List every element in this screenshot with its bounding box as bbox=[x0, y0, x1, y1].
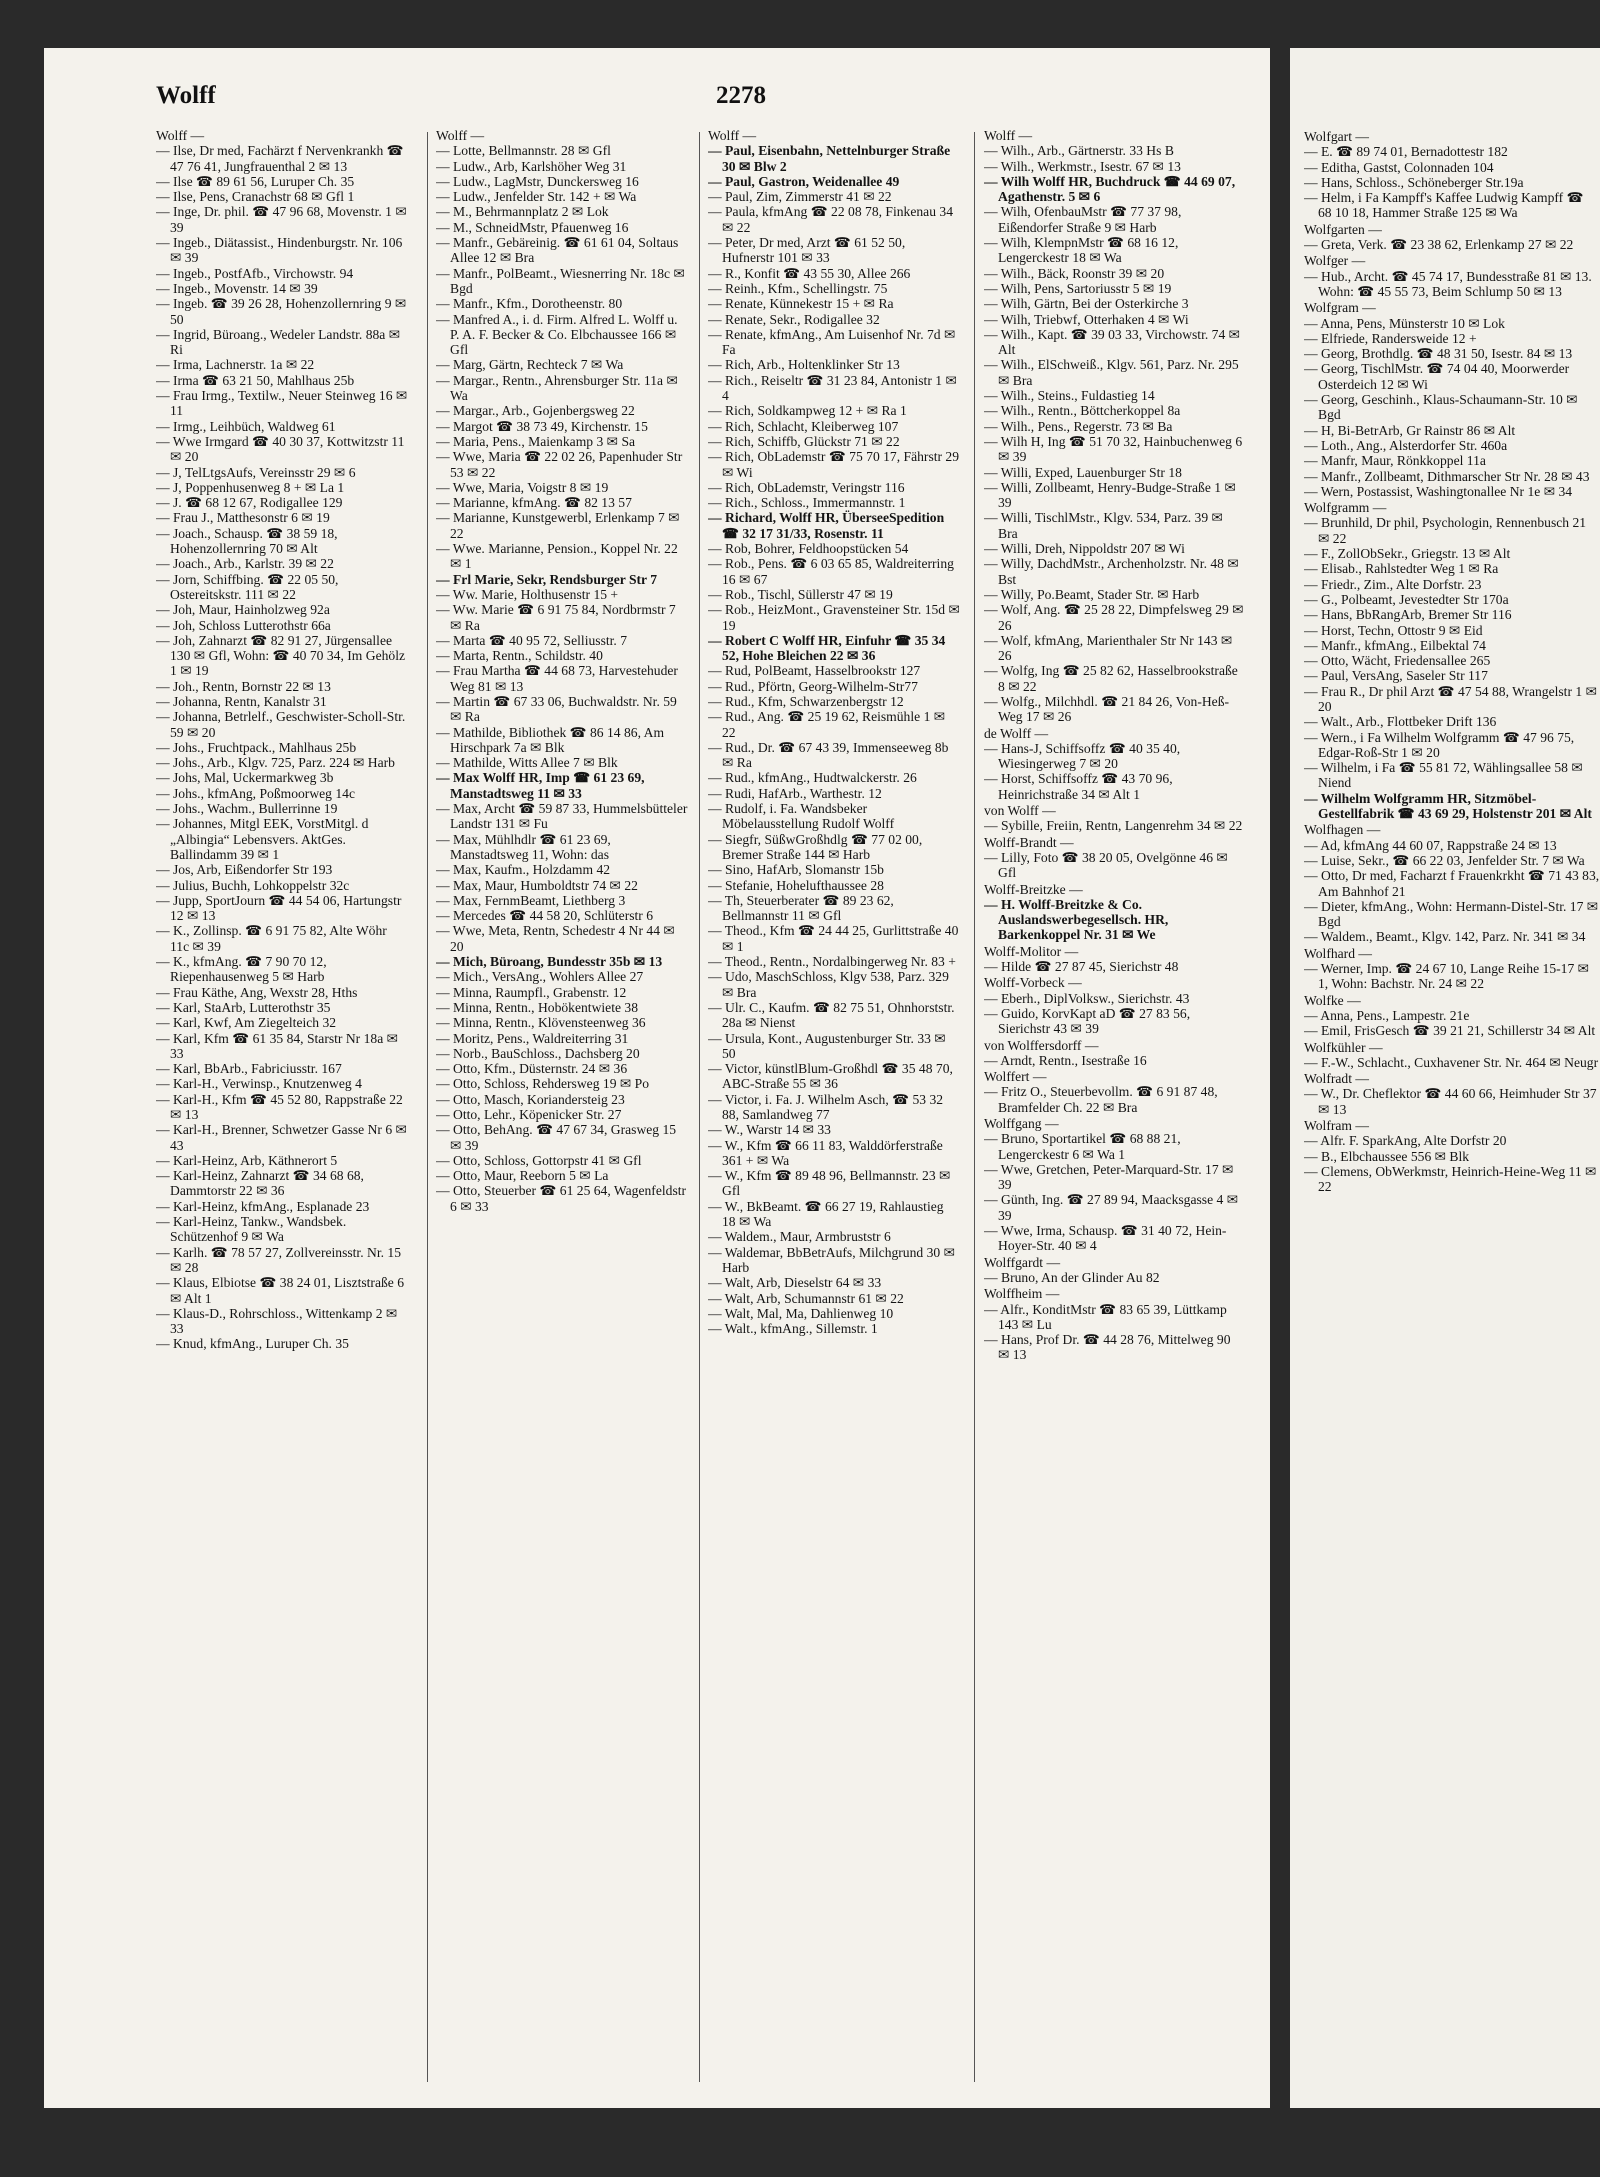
directory-entry: — Hans, Prof Dr. ☎ 44 28 76, Mittelweg 90 ✉ 13 bbox=[984, 1332, 1244, 1363]
directory-entry: — Walt., kfmAng., Sillemstr. 1 bbox=[708, 1321, 960, 1336]
directory-entry: — Ingeb. ☎ 39 26 28, Hohenzollernring 9 ✉ 50 bbox=[156, 296, 408, 327]
directory-entry: — Margar., Arb., Gojenbergsweg 22 bbox=[436, 403, 688, 418]
directory-entry: — Wilh H, Ing ☎ 51 70 32, Hainbuchenweg 6 ✉ 39 bbox=[984, 434, 1244, 465]
directory-entry: — Martin ☎ 67 33 06, Buchwaldstr. Nr. 59 ✉ Ra bbox=[436, 694, 688, 725]
section-heading: Wolfgart — bbox=[1304, 129, 1369, 144]
column-2 bbox=[436, 128, 688, 2088]
directory-entry: — Willy, DachdMstr., Archenholzstr. Nr. 48 ✉ Bst bbox=[984, 556, 1244, 587]
directory-entry: — Otto, Kfm., Düsternstr. 24 ✉ 36 bbox=[436, 1061, 688, 1076]
directory-entry: — Emil, FrisGesch ☎ 39 21 21, Schillerstr 34 ✉ Alt bbox=[1304, 1023, 1600, 1038]
directory-entry: — Anna, Pens, Münsterstr 10 ✉ Lok bbox=[1304, 316, 1600, 331]
directory-entry: — Bruno, Sportartikel ☎ 68 88 21, Lengerckestr 6 ✉ Wa 1 bbox=[984, 1131, 1244, 1162]
directory-entry: — Ad, kfmAng 44 60 07, Rappstraße 24 ✉ 13 bbox=[1304, 838, 1600, 853]
directory-entry: — Karl, Kfm ☎ 61 35 84, Starstr Nr 18a ✉ 33 bbox=[156, 1031, 408, 1062]
directory-entry: — Ingeb., Diätassist., Hindenburgstr. Nr. 106 ✉ 39 bbox=[156, 235, 408, 266]
directory-entry: — Walt., Arb., Flottbeker Drift 136 bbox=[1304, 714, 1600, 729]
directory-entry: — Otto, BehAng. ☎ 47 67 34, Grasweg 15 ✉ 39 bbox=[436, 1122, 688, 1153]
section-heading: Wolffert — bbox=[984, 1069, 1047, 1085]
directory-entry: — Max, Mühlhdlr ☎ 61 23 69, Manstadtsweg 11, Wohn: das bbox=[436, 832, 688, 863]
directory-entry: — Karl-Heinz, Arb, Käthnerort 5 bbox=[156, 1153, 408, 1168]
section-heading: Wolfhard — bbox=[1304, 945, 1372, 961]
directory-entry: — Moritz, Pens., Waldreiterring 31 bbox=[436, 1031, 688, 1046]
directory-entry: — Johannes, Mitgl EEK, VorstMitgl. d „Albingia“ Lebensvers. AktGes. Ballindamm 39 ✉ 1 bbox=[156, 816, 408, 862]
directory-entry: — Wwe. Marianne, Pension., Koppel Nr. 22 ✉ 1 bbox=[436, 541, 688, 572]
directory-entry: — Ww. Marie ☎ 6 91 75 84, Nordbrmstr 7 ✉ Ra bbox=[436, 602, 688, 633]
directory-entry: — Rich., Reiseltr ☎ 31 23 84, Antonistr 1 ✉ 4 bbox=[708, 373, 960, 404]
directory-entry: — Wwe, Irma, Schausp. ☎ 31 40 72, Hein-Hoyer-Str. 40 ✉ 4 bbox=[984, 1223, 1244, 1254]
directory-entry: — E. ☎ 89 74 01, Bernadottestr 182 bbox=[1304, 144, 1600, 159]
directory-entry: — Rich, Soldkampweg 12 + ✉ Ra 1 bbox=[708, 403, 960, 418]
directory-entry: — Dieter, kfmAng., Wohn: Hermann-Distel-Str. 17 ✉ Bgd bbox=[1304, 899, 1600, 930]
section-heading: Wolff-Molitor — bbox=[984, 943, 1079, 959]
directory-entry: — Stefanie, Hohelufthaussee 28 bbox=[708, 878, 960, 893]
directory-entry: — Karlh. ☎ 78 57 27, Zollvereinsstr. Nr. 15 ✉ 28 bbox=[156, 1245, 408, 1276]
directory-entry: — Wilh, Triebwf, Otterhaken 4 ✉ Wi bbox=[984, 312, 1244, 327]
directory-entry: — K., Zollinsp. ☎ 6 91 75 82, Alte Wöhr 11c ✉ 39 bbox=[156, 923, 408, 954]
directory-entry: — Ingrid, Büroang., Wedeler Landstr. 88a ✉ Ri bbox=[156, 327, 408, 358]
directory-entry: — Ulr. C., Kaufm. ☎ 82 75 51, Ohnhorststr. 28a ✉ Nienst bbox=[708, 1000, 960, 1031]
section-heading: Wolffgang — bbox=[984, 1116, 1059, 1131]
section-heading: de Wolff — bbox=[984, 725, 1049, 741]
column-rule bbox=[427, 132, 428, 2082]
directory-entry: — Margar., Rentn., Ahrensburger Str. 11a ✉ Wa bbox=[436, 373, 688, 404]
section-heading: Wolfger — bbox=[1304, 253, 1366, 269]
directory-entry: — Rud., Dr. ☎ 67 43 39, Immenseeweg 8b ✉ Ra bbox=[708, 740, 960, 771]
directory-entry: — Walt, Mal, Ma, Dahlienweg 10 bbox=[708, 1306, 960, 1321]
directory-entry: — Wilh., ElSchweiß., Klgv. 561, Parz. Nr. 295 ✉ Bra bbox=[984, 357, 1244, 388]
directory-entry: — Wilh, Pens, Sartoriusstr 5 ✉ 19 bbox=[984, 281, 1244, 296]
directory-entry: — W., Dr. Cheflektor ☎ 44 60 66, Heimhuder Str 37 ✉ 13 bbox=[1304, 1086, 1600, 1117]
directory-entry: — Werner, Imp. ☎ 24 67 10, Lange Reihe 15-17 ✉ 1, Wohn: Bachstr. Nr. 24 ✉ 22 bbox=[1304, 961, 1600, 992]
directory-entry: — Karl-Heinz, Zahnarzt ☎ 34 68 68, Dammtorstr 22 ✉ 36 bbox=[156, 1168, 408, 1199]
directory-entry: — Otto, Schloss, Gottorpstr 41 ✉ Gfl bbox=[436, 1153, 688, 1168]
directory-entry: — Wilhelm Wolfgramm HR, Sitzmöbel-Gestellfabrik ☎ 43 69 29, Holstenstr 201 ✉ Alt bbox=[1304, 791, 1600, 822]
directory-entry: — Paul, VersAng, Saseler Str 117 bbox=[1304, 668, 1600, 683]
directory-entry: — Ludw., Arb, Karlshöher Weg 31 bbox=[436, 159, 688, 174]
directory-entry: — Helm, i Fa Kampff's Kaffee Ludwig Kampff ☎ 68 10 18, Hammer Straße 125 ✉ Wa bbox=[1304, 190, 1600, 221]
directory-entry: — J, TelLtgsAufs, Vereinsstr 29 ✉ 6 bbox=[156, 465, 408, 480]
directory-entry: — Irmg., Leihbüch, Waldweg 61 bbox=[156, 419, 408, 434]
directory-entry: — Renate, kfmAng., Am Luisenhof Nr. 7d ✉ Fa bbox=[708, 327, 960, 358]
directory-entry: — Manfr, Maur, Rönkkoppel 11a bbox=[1304, 453, 1600, 468]
directory-entry: — Maria, Pens., Maienkamp 3 ✉ Sa bbox=[436, 434, 688, 449]
directory-entry: — M., Behrmannplatz 2 ✉ Lok bbox=[436, 204, 688, 219]
directory-entry: — Otto, Maur, Reeborn 5 ✉ La bbox=[436, 1168, 688, 1183]
section-heading: von Wolffersdorff — bbox=[984, 1037, 1099, 1053]
directory-entry: — Otto, Masch, Koriandersteig 23 bbox=[436, 1092, 688, 1107]
directory-entry: — Elfriede, Randersweide 12 + bbox=[1304, 331, 1600, 346]
directory-page bbox=[44, 48, 1270, 2108]
directory-entry: — Wilhelm, i Fa ☎ 55 81 72, Wählingsallee 58 ✉ Niend bbox=[1304, 760, 1600, 791]
directory-entry: — Joh, Zahnarzt ☎ 82 91 27, Jürgensallee 130 ✉ Gfl, Wohn: ☎ 40 70 34, Im Gehölz 1 ✉ 19 bbox=[156, 633, 408, 679]
directory-entry: — Paul, Eisenbahn, Nettelnburger Straße 30 ✉ Blw 2 bbox=[708, 143, 960, 174]
directory-entry: — Jupp, SportJourn ☎ 44 54 06, Hartungstr 12 ✉ 13 bbox=[156, 893, 408, 924]
directory-entry: — Wilh, Gärtn, Bei der Osterkirche 3 bbox=[984, 296, 1244, 311]
section-heading: von Wolff — bbox=[984, 803, 1056, 819]
directory-entry: — Mathilde, Witts Allee 7 ✉ Blk bbox=[436, 755, 688, 770]
column-heading: Wolff — bbox=[436, 128, 485, 143]
directory-entry: — Th, Steuerberater ☎ 89 23 62, Bellmannstr 11 ✉ Gfl bbox=[708, 893, 960, 924]
directory-entry: — Georg, Brothdlg. ☎ 48 31 50, Isestr. 84 ✉ 13 bbox=[1304, 346, 1600, 361]
section-heading: Wolff-Breitzke — bbox=[984, 881, 1083, 897]
directory-entry: — Bruno, An der Glinder Au 82 bbox=[984, 1270, 1244, 1285]
directory-entry: — Otto, Schloss, Rehdersweg 19 ✉ Po bbox=[436, 1076, 688, 1091]
directory-entry: — Inge, Dr. phil. ☎ 47 96 68, Movenstr. 1 ✉ 39 bbox=[156, 204, 408, 235]
directory-entry: — Irma ☎ 63 21 50, Mahlhaus 25b bbox=[156, 373, 408, 388]
directory-entry: — Rob., HeizMont., Gravensteiner Str. 15d ✉ 19 bbox=[708, 602, 960, 633]
facing-page-fragment bbox=[1290, 48, 1600, 2108]
column-rule bbox=[699, 132, 700, 2082]
directory-entry: — Walt, Arb, Dieselstr 64 ✉ 33 bbox=[708, 1275, 960, 1290]
directory-entry: — Fritz O., Steuerbevollm. ☎ 6 91 87 48, Bramfelder Ch. 22 ✉ Bra bbox=[984, 1084, 1244, 1115]
directory-entry: — Horst, Techn, Ottostr 9 ✉ Eid bbox=[1304, 623, 1600, 638]
directory-entry: — Lilly, Foto ☎ 38 20 05, Ovelgönne 46 ✉ Gfl bbox=[984, 850, 1244, 881]
directory-entry: — Willi, TischlMstr., Klgv. 534, Parz. 39 ✉ Bra bbox=[984, 510, 1244, 541]
directory-entry: — Waldem., Beamt., Klgv. 142, Parz. Nr. 341 ✉ 34 bbox=[1304, 929, 1600, 944]
directory-entry: — Wern., i Fa Wilhelm Wolfgramm ☎ 47 96 75, Edgar-Roß-Str 1 ✉ 20 bbox=[1304, 730, 1600, 761]
section-heading: Wolfkühler — bbox=[1304, 1039, 1383, 1055]
directory-entry: — Rudolf, i. Fa. Wandsbeker Möbelausstellung Rudolf Wolff bbox=[708, 801, 960, 832]
directory-entry: — Lotte, Bellmannstr. 28 ✉ Gfl bbox=[436, 143, 688, 158]
directory-entry: — Willi, Zollbeamt, Henry-Budge-Straße 1 ✉ 39 bbox=[984, 480, 1244, 511]
directory-entry: — Wwe, Maria, Voigstr 8 ✉ 19 bbox=[436, 480, 688, 495]
directory-entry: — Ilse, Pens, Cranachstr 68 ✉ Gfl 1 bbox=[156, 189, 408, 204]
directory-entry: — Ilse ☎ 89 61 56, Luruper Ch. 35 bbox=[156, 174, 408, 189]
directory-entry: — Wwe, Meta, Rentn, Schedestr 4 Nr 44 ✉ 20 bbox=[436, 923, 688, 954]
directory-entry: — Marianne, Kunstgewerbl, Erlenkamp 7 ✉ 22 bbox=[436, 510, 688, 541]
directory-entry: — Joach., Schausp. ☎ 38 59 18, Hohenzollernring 70 ✉ Alt bbox=[156, 526, 408, 557]
directory-entry: — Theod., Rentn., Nordalbingerweg Nr. 83 + bbox=[708, 954, 960, 969]
section-heading: Wolfgarten — bbox=[1304, 221, 1382, 237]
directory-entry: — Siegfr, SüßwGroßhdlg ☎ 77 02 00, Bremer Straße 144 ✉ Harb bbox=[708, 832, 960, 863]
directory-entry: — Willi, Exped, Lauenburger Str 18 bbox=[984, 465, 1244, 480]
directory-entry: — Robert C Wolff HR, Einfuhr ☎ 35 34 52, Hohe Bleichen 22 ✉ 36 bbox=[708, 633, 960, 664]
directory-entry: — Rud., Kfm, Schwarzenbergstr 12 bbox=[708, 694, 960, 709]
directory-entry: — Wilh., Rentn., Böttcherkoppel 8a bbox=[984, 403, 1244, 418]
directory-entry: — Hans, Schloss., Schöneberger Str.19a bbox=[1304, 175, 1600, 190]
directory-entry: — Rud., Ang. ☎ 25 19 62, Reismühle 1 ✉ 22 bbox=[708, 709, 960, 740]
directory-entry: — Karl, BbArb., Fabriciusstr. 167 bbox=[156, 1061, 408, 1076]
column-rule bbox=[974, 132, 975, 2082]
column-1 bbox=[156, 128, 408, 2088]
directory-entry: — Wwe, Maria ☎ 22 02 26, Papenhuder Str 53 ✉ 22 bbox=[436, 449, 688, 480]
directory-entry: — Rudi, HafArb., Warthestr. 12 bbox=[708, 786, 960, 801]
column-heading: Wolff — bbox=[708, 128, 757, 143]
directory-entry: — Georg, TischlMstr. ☎ 74 04 40, Moorwerder Osterdeich 12 ✉ Wi bbox=[1304, 361, 1600, 392]
directory-entry: — Rob, Bohrer, Feldhoopstücken 54 bbox=[708, 541, 960, 556]
directory-entry: — Manfr., kfmAng., Eilbektal 74 bbox=[1304, 638, 1600, 653]
directory-entry: — Hans, BbRangArb, Bremer Str 116 bbox=[1304, 607, 1600, 622]
directory-entry: — Wilh., Pens., Regerstr. 73 ✉ Ba bbox=[984, 419, 1244, 434]
directory-entry: — Wwe, Gretchen, Peter-Marquard-Str. 17 ✉ 39 bbox=[984, 1162, 1244, 1193]
directory-entry: — Paula, kfmAng ☎ 22 08 78, Finkenau 34 ✉ 22 bbox=[708, 204, 960, 235]
directory-entry: — Karl, Kwf, Am Ziegelteich 32 bbox=[156, 1015, 408, 1030]
header-surname: Wolff bbox=[156, 82, 216, 109]
directory-entry: — Wolf, kfmAng, Marienthaler Str Nr 143 ✉ 26 bbox=[984, 633, 1244, 664]
directory-entry: — H. Wolff-Breitzke & Co. Auslandswerbegesellsch. HR, Barkenkoppel Nr. 31 ✉ We bbox=[984, 897, 1244, 943]
directory-entry: — Clemens, ObWerkmstr, Heinrich-Heine-Weg 11 ✉ 22 bbox=[1304, 1164, 1600, 1195]
directory-entry: — Ludw., LagMstr, Dunckersweg 16 bbox=[436, 174, 688, 189]
directory-entry: — Frau Martha ☎ 44 68 73, Harvestehuder Weg 81 ✉ 13 bbox=[436, 663, 688, 694]
directory-entry: — Editha, Gastst, Colonnaden 104 bbox=[1304, 160, 1600, 175]
directory-entry: — Victor, i. Fa. J. Wilhelm Asch, ☎ 53 32 88, Samlandweg 77 bbox=[708, 1092, 960, 1123]
directory-entry: — Max, FernmBeamt, Liethberg 3 bbox=[436, 893, 688, 908]
directory-entry: — R., Konfit ☎ 43 55 30, Allee 266 bbox=[708, 266, 960, 281]
directory-entry: — Alfr. F. SparkAng, Alte Dorfstr 20 bbox=[1304, 1133, 1600, 1148]
directory-entry: — Wwe Irmgard ☎ 40 30 37, Kottwitzstr 11 ✉ 20 bbox=[156, 434, 408, 465]
directory-entry: — Irma, Lachnerstr. 1a ✉ 22 bbox=[156, 357, 408, 372]
directory-entry: — F.-W., Schlacht., Cuxhavener Str. Nr. 464 ✉ Neugr bbox=[1304, 1055, 1600, 1070]
directory-entry: — Manfr., Zollbeamt, Dithmarscher Str Nr. 28 ✉ 43 bbox=[1304, 469, 1600, 484]
directory-entry: — Rud., kfmAng., Hudtwalckerstr. 26 bbox=[708, 770, 960, 785]
directory-entry: — Joh., Rentn, Bornstr 22 ✉ 13 bbox=[156, 679, 408, 694]
directory-entry: — Frau R., Dr phil Arzt ☎ 47 54 88, Wrangelstr 1 ✉ 20 bbox=[1304, 684, 1600, 715]
directory-entry: — Karl-Heinz, kfmAng., Esplanade 23 bbox=[156, 1199, 408, 1214]
directory-entry: — Wilh., Kapt. ☎ 39 03 33, Virchowstr. 74 ✉ Alt bbox=[984, 327, 1244, 358]
directory-entry: — Otto, Lehr., Köpenicker Str. 27 bbox=[436, 1107, 688, 1122]
directory-entry: — Rich, ObLademstr, Veringstr 116 bbox=[708, 480, 960, 495]
directory-entry: — Marg, Gärtn, Rechteck 7 ✉ Wa bbox=[436, 357, 688, 372]
directory-entry: — Ursula, Kont., Augustenburger Str. 33 ✉ 50 bbox=[708, 1031, 960, 1062]
directory-entry: — Eberh., DiplVolksw., Sierichstr. 43 bbox=[984, 991, 1244, 1006]
directory-entry: — Sino, HafArb, Slomanstr 15b bbox=[708, 862, 960, 877]
directory-entry: — Ww. Marie, Holthusenstr 15 + bbox=[436, 587, 688, 602]
directory-entry: — J, Poppenhusenweg 8 + ✉ La 1 bbox=[156, 480, 408, 495]
directory-entry: — Klaus, Elbiotse ☎ 38 24 01, Lisztstraße 6 ✉ Alt 1 bbox=[156, 1275, 408, 1306]
directory-entry: — Manfred A., i. d. Firm. Alfred L. Wolff u. P. A. F. Becker & Co. Elbchaussee 166 ✉ Gfl bbox=[436, 312, 688, 358]
directory-entry: — Loth., Ang., Alsterdorfer Str. 460a bbox=[1304, 438, 1600, 453]
directory-entry: — Friedr., Zim., Alte Dorfstr. 23 bbox=[1304, 577, 1600, 592]
directory-entry: — Marianne, kfmAng. ☎ 82 13 57 bbox=[436, 495, 688, 510]
directory-entry: — Norb., BauSchloss., Dachsberg 20 bbox=[436, 1046, 688, 1061]
directory-entry: — Minna, Rentn., Hobökentwiete 38 bbox=[436, 1000, 688, 1015]
directory-entry: — Rich, ObLademstr ☎ 75 70 17, Fährstr 29 ✉ Wi bbox=[708, 449, 960, 480]
directory-entry: — Peter, Dr med, Arzt ☎ 61 52 50, Hufnerstr 101 ✉ 33 bbox=[708, 235, 960, 266]
directory-entry: — Horst, Schiffsoffz ☎ 43 70 96, Heinrichstraße 34 ✉ Alt 1 bbox=[984, 771, 1244, 802]
directory-entry: — Johanna, Rentn, Kanalstr 31 bbox=[156, 694, 408, 709]
directory-entry: — Greta, Verk. ☎ 23 38 62, Erlenkamp 27 ✉ 22 bbox=[1304, 237, 1600, 252]
directory-entry: — Paul, Zim, Zimmerstr 41 ✉ 22 bbox=[708, 189, 960, 204]
directory-entry: — Wilh, KlempnMstr ☎ 68 16 12, Lengerckestr 18 ✉ Wa bbox=[984, 235, 1244, 266]
directory-entry: — Mich, Büroang, Bundesstr 35b ✉ 13 bbox=[436, 954, 688, 969]
page-number: 2278 bbox=[716, 82, 766, 109]
section-heading: Wolfhagen — bbox=[1304, 822, 1381, 838]
directory-entry: — Wilh., Werkmstr., Isestr. 67 ✉ 13 bbox=[984, 159, 1244, 174]
section-heading: Wolfke — bbox=[1304, 992, 1361, 1008]
directory-entry: — Ludw., Jenfelder Str. 142 + ✉ Wa bbox=[436, 189, 688, 204]
directory-entry: — Anna, Pens., Lampestr. 21e bbox=[1304, 1008, 1600, 1023]
directory-entry: — Manfr., PolBeamt., Wiesnerring Nr. 18c ✉ Bgd bbox=[436, 266, 688, 297]
directory-entry: — Karl-H., Brenner, Schwetzer Gasse Nr 6 ✉ 43 bbox=[156, 1122, 408, 1153]
directory-entry: — Georg, Geschinh., Klaus-Schaumann-Str. 10 ✉ Bgd bbox=[1304, 392, 1600, 423]
directory-entry: — Guido, KorvKapt aD ☎ 27 83 56, Sierichstr 43 ✉ 39 bbox=[984, 1006, 1244, 1037]
directory-entry: — G., Polbeamt, Jevestedter Str 170a bbox=[1304, 592, 1600, 607]
directory-entry: — Marta ☎ 40 95 72, Selliusstr. 7 bbox=[436, 633, 688, 648]
section-heading: Wolffgardt — bbox=[984, 1254, 1061, 1270]
directory-entry: — Johs., Arb., Klgv. 725, Parz. 224 ✉ Harb bbox=[156, 755, 408, 770]
directory-entry: — Mathilde, Bibliothek ☎ 86 14 86, Am Hirschpark 7a ✉ Blk bbox=[436, 725, 688, 756]
directory-entry: — Margot ☎ 38 73 49, Kirchenstr. 15 bbox=[436, 419, 688, 434]
directory-entry: — K., kfmAng. ☎ 7 90 70 12, Riepenhausenweg 5 ✉ Harb bbox=[156, 954, 408, 985]
column-5 bbox=[1304, 128, 1600, 2088]
directory-entry: — Paul, Gastron, Weidenallee 49 bbox=[708, 174, 960, 189]
directory-entry: — Wolf, Ang. ☎ 25 28 22, Dimpfelsweg 29 ✉ 26 bbox=[984, 602, 1244, 633]
directory-entry: — Otto, Wächt, Friedensallee 265 bbox=[1304, 653, 1600, 668]
directory-entry: — Johs., kfmAng, Poßmoorweg 14c bbox=[156, 786, 408, 801]
directory-entry: — Jorn, Schiffbing. ☎ 22 05 50, Ostereitskstr. 111 ✉ 22 bbox=[156, 572, 408, 603]
directory-entry: — M., SchneidMstr, Pfauenweg 16 bbox=[436, 220, 688, 235]
directory-entry: — Udo, MaschSchloss, Klgv 538, Parz. 329 ✉ Bra bbox=[708, 969, 960, 1000]
directory-entry: — Brunhild, Dr phil, Psychologin, Rennenbusch 21 ✉ 22 bbox=[1304, 515, 1600, 546]
directory-entry: — Hub., Archt. ☎ 45 74 17, Bundesstraße 81 ✉ 13. Wohn: ☎ 45 55 73, Beim Schlump 50 ✉ 13 bbox=[1304, 269, 1600, 300]
directory-entry: — Max, Maur, Humboldtstr 74 ✉ 22 bbox=[436, 878, 688, 893]
directory-entry: — Rich, Arb., Holtenklinker Str 13 bbox=[708, 357, 960, 372]
section-heading: Wolfgramm — bbox=[1304, 500, 1387, 516]
directory-entry: — Alfr., KonditMstr ☎ 83 65 39, Lüttkamp 143 ✉ Lu bbox=[984, 1302, 1244, 1333]
section-heading: Wolfradt — bbox=[1304, 1071, 1369, 1087]
directory-entry: — Rob., Tischl, Süllerstr 47 ✉ 19 bbox=[708, 587, 960, 602]
directory-entry: — Wolfg., Milchhdl. ☎ 21 84 26, Von-Heß-Weg 17 ✉ 26 bbox=[984, 694, 1244, 725]
directory-entry: — Wolfg, Ing ☎ 25 82 62, Hasselbrookstraße 8 ✉ 22 bbox=[984, 663, 1244, 694]
directory-entry: — Minna, Rentn., Klövensteenweg 36 bbox=[436, 1015, 688, 1030]
directory-entry: — Luise, Sekr., ☎ 66 22 03, Jenfelder Str. 7 ✉ Wa bbox=[1304, 853, 1600, 868]
directory-entry: — Renate, Künnekestr 15 + ✉ Ra bbox=[708, 296, 960, 311]
directory-entry: — Rich, Schiffb, Glückstr 71 ✉ 22 bbox=[708, 434, 960, 449]
directory-entry: — Jos, Arb, Eißendorfer Str 193 bbox=[156, 862, 408, 877]
directory-entry: — Karl, StaArb, Lutterothstr 35 bbox=[156, 1000, 408, 1015]
directory-entry: — Wilh., Bäck, Roonstr 39 ✉ 20 bbox=[984, 266, 1244, 281]
directory-entry: — Willi, Dreh, Nippoldstr 207 ✉ Wi bbox=[984, 541, 1244, 556]
directory-entry: — Günth, Ing. ☎ 27 89 94, Maacksgasse 4 ✉ 39 bbox=[984, 1192, 1244, 1223]
directory-entry: — Max Wolff HR, Imp ☎ 61 23 69, Manstadtsweg 11 ✉ 33 bbox=[436, 770, 688, 801]
directory-entry: — Rich., Schloss., Immermannstr. 1 bbox=[708, 495, 960, 510]
directory-entry: — Walt, Arb, Schumannstr 61 ✉ 22 bbox=[708, 1291, 960, 1306]
directory-entry: — Otto, Steuerber ☎ 61 25 64, Wagenfeldstr 6 ✉ 33 bbox=[436, 1183, 688, 1214]
running-head bbox=[156, 82, 1260, 122]
directory-entry: — Ingeb., PostfAfb., Virchowstr. 94 bbox=[156, 266, 408, 281]
directory-entry: — Arndt, Rentn., Isestraße 16 bbox=[984, 1053, 1244, 1068]
directory-entry: — Joh, Schloss Lutterothstr 66a bbox=[156, 618, 408, 633]
directory-entry: — Sybille, Freiin, Rentn, Langenrehm 34 ✉ 22 bbox=[984, 818, 1244, 833]
section-heading: Wolfram — bbox=[1304, 1118, 1369, 1133]
directory-entry: — Waldem., Maur, Armbruststr 6 bbox=[708, 1229, 960, 1244]
directory-entry: — H, Bi-BetrArb, Gr Rainstr 86 ✉ Alt bbox=[1304, 423, 1600, 438]
directory-entry: — Wilh Wolff HR, Buchdruck ☎ 44 69 07, Agathenstr. 5 ✉ 6 bbox=[984, 174, 1244, 205]
directory-entry: — Elisab., Rahlstedter Weg 1 ✉ Ra bbox=[1304, 561, 1600, 576]
directory-entry: — J. ☎ 68 12 67, Rodigallee 129 bbox=[156, 495, 408, 510]
directory-entry: — Waldemar, BbBetrAufs, Milchgrund 30 ✉ Harb bbox=[708, 1245, 960, 1276]
directory-entry: — Karl-H., Kfm ☎ 45 52 80, Rappstraße 22 ✉ 13 bbox=[156, 1092, 408, 1123]
directory-entry: — F., ZollObSekr., Griegstr. 13 ✉ Alt bbox=[1304, 546, 1600, 561]
directory-entry: — Max, Archt ☎ 59 87 33, Hummelsbütteler Landstr 131 ✉ Fu bbox=[436, 801, 688, 832]
directory-entry: — Frau Irmg., Textilw., Neuer Steinweg 16 ✉ 11 bbox=[156, 388, 408, 419]
column-heading: Wolff — bbox=[156, 128, 205, 143]
directory-entry: — Hilde ☎ 27 87 45, Sierichstr 48 bbox=[984, 959, 1244, 974]
directory-entry: — Frau J., Matthesonstr 6 ✉ 19 bbox=[156, 510, 408, 525]
directory-entry: — Johanna, Betrlelf., Geschwister-Scholl-Str. 59 ✉ 20 bbox=[156, 709, 408, 740]
directory-entry: — Hans-J, Schiffsoffz ☎ 40 35 40, Wiesingerweg 7 ✉ 20 bbox=[984, 741, 1244, 772]
column-4 bbox=[984, 128, 1244, 2088]
directory-entry: — W., Kfm ☎ 89 48 96, Bellmannstr. 23 ✉ Gfl bbox=[708, 1168, 960, 1199]
directory-entry: — W., Warstr 14 ✉ 33 bbox=[708, 1122, 960, 1137]
directory-entry: — Joach., Arb., Karlstr. 39 ✉ 22 bbox=[156, 556, 408, 571]
directory-entry: — Wern, Postassist, Washingtonallee Nr 1e ✉ 34 bbox=[1304, 484, 1600, 499]
directory-entry: — Mercedes ☎ 44 58 20, Schlüterstr 6 bbox=[436, 908, 688, 923]
directory-entry: — Renate, Sekr., Rodigallee 32 bbox=[708, 312, 960, 327]
directory-entry: — Johs., Wachm., Bullerrinne 19 bbox=[156, 801, 408, 816]
directory-entry: — Joh, Maur, Hainholzweg 92a bbox=[156, 602, 408, 617]
section-heading: Wolff-Brandt — bbox=[984, 834, 1074, 850]
directory-entry: — Wilh., Arb., Gärtnerstr. 33 Hs B bbox=[984, 143, 1244, 158]
directory-entry: — Rob., Pens. ☎ 6 03 65 85, Waldreiterring 16 ✉ 67 bbox=[708, 556, 960, 587]
directory-entry: — Richard, Wolff HR, ÜberseeSpedition ☎ 32 17 31/33, Rosenstr. 11 bbox=[708, 510, 960, 541]
column-3 bbox=[708, 128, 960, 2088]
directory-entry: — Ilse, Dr med, Fachärzt f Nervenkrankh ☎ 47 76 41, Jungfrauenthal 2 ✉ 13 bbox=[156, 143, 408, 174]
directory-entry: — Klaus-D., Rohrschloss., Wittenkamp 2 ✉ 33 bbox=[156, 1306, 408, 1337]
directory-entry: — Max, Kaufm., Holzdamm 42 bbox=[436, 862, 688, 877]
directory-entry: — Victor, künstlBlum-Großhdl ☎ 35 48 70, ABC-Straße 55 ✉ 36 bbox=[708, 1061, 960, 1092]
directory-entry: — Karl-H., Verwinsp., Knutzenweg 4 bbox=[156, 1076, 408, 1091]
directory-entry: — Minna, Raumpfl., Grabenstr. 12 bbox=[436, 985, 688, 1000]
directory-entry: — Frau Käthe, Ang, Wexstr 28, Hths bbox=[156, 985, 408, 1000]
directory-entry: — Knud, kfmAng., Luruper Ch. 35 bbox=[156, 1336, 408, 1351]
directory-entry: — Johs., Fruchtpack., Mahlhaus 25b bbox=[156, 740, 408, 755]
section-heading: Wolfgram — bbox=[1304, 300, 1376, 316]
column-heading: Wolff — bbox=[984, 128, 1033, 143]
directory-entry: — Johs, Mal, Uckermarkweg 3b bbox=[156, 770, 408, 785]
directory-entry: — Rud, PolBeamt, Hasselbrookstr 127 bbox=[708, 663, 960, 678]
directory-entry: — W., BkBeamt. ☎ 66 27 19, Rahlaustieg 18 ✉ Wa bbox=[708, 1199, 960, 1230]
directory-entry: — Manfr., Gebäreinig. ☎ 61 61 04, Soltaus Allee 12 ✉ Bra bbox=[436, 235, 688, 266]
directory-entry: — Rud., Pförtn, Georg-Wilhelm-Str77 bbox=[708, 679, 960, 694]
directory-entry: — Theod., Kfm ☎ 24 44 25, Gurlittstraße 40 ✉ 1 bbox=[708, 923, 960, 954]
directory-entry: — Otto, Dr med, Facharzt f Frauenkrkht ☎ 71 43 83, Am Bahnhof 21 bbox=[1304, 868, 1600, 899]
directory-entry: — Marta, Rentn., Schildstr. 40 bbox=[436, 648, 688, 663]
directory-entry: — W., Kfm ☎ 66 11 83, Walddörferstraße 361 + ✉ Wa bbox=[708, 1138, 960, 1169]
directory-entry: — Wilh, OfenbauMstr ☎ 77 37 98, Eißendorfer Straße 9 ✉ Harb bbox=[984, 204, 1244, 235]
directory-entry: — Ingeb., Movenstr. 14 ✉ 39 bbox=[156, 281, 408, 296]
directory-entry: — Wilh., Steins., Fuldastieg 14 bbox=[984, 388, 1244, 403]
directory-entry: — B., Elbchaussee 556 ✉ Blk bbox=[1304, 1149, 1600, 1164]
directory-entry: — Mich., VersAng., Wohlers Allee 27 bbox=[436, 969, 688, 984]
section-heading: Wolffheim — bbox=[984, 1286, 1060, 1302]
directory-entry: — Willy, Po.Beamt, Stader Str. ✉ Harb bbox=[984, 587, 1244, 602]
directory-entry: — Rich, Schlacht, Kleiberweg 107 bbox=[708, 419, 960, 434]
section-heading: Wolff-Vorbeck — bbox=[984, 975, 1082, 991]
directory-entry: — Reinh., Kfm., Schellingstr. 75 bbox=[708, 281, 960, 296]
directory-entry: — Karl-Heinz, Tankw., Wandsbek. Schützenhof 9 ✉ Wa bbox=[156, 1214, 408, 1245]
directory-entry: — Julius, Buchh, Lohkoppelstr 32c bbox=[156, 878, 408, 893]
directory-entry: — Frl Marie, Sekr, Rendsburger Str 7 bbox=[436, 572, 688, 587]
directory-entry: — Manfr., Kfm., Dorotheenstr. 80 bbox=[436, 296, 688, 311]
